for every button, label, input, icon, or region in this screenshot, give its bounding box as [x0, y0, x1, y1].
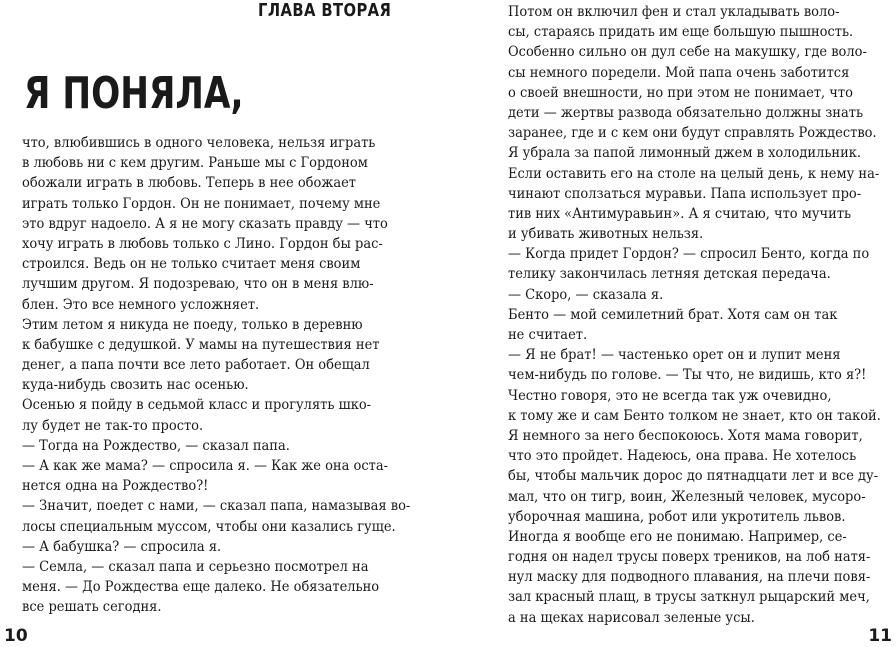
text-line: мал, что он тигр, воин, Железный человек, мусоро-	[508, 488, 866, 505]
text-line: в любовь ни с кем другим. Раньше мы с Гордоном	[22, 155, 368, 172]
text-line: — Тогда на Рождество, — сказал папа.	[22, 437, 290, 454]
text-line: тив них «Антимуравьин». А я считаю, что мучить	[508, 205, 852, 222]
text-line: — Когда придет Гордон? — спросил Бенто, когда по	[508, 246, 870, 263]
page-number-left: 10	[4, 626, 28, 646]
text-line: меня. — До Рождества еще далеко. Не обязательно	[22, 579, 380, 596]
text-line: заранее, где и с кем они будут справлять Рождество.	[508, 125, 877, 142]
text-line: хочу играть в любовь только с Лино. Гордон бы рас-	[22, 235, 383, 252]
text-line: куда-нибудь свозить нас осенью.	[22, 377, 249, 394]
text-line: обожали играть в любовь. Теперь в нее обожает	[22, 175, 357, 192]
text-line: о своей внешности, но при этом не понимает, что	[508, 84, 853, 101]
text-line: годня он надел трусы поверх треников, на лоб натя-	[508, 549, 871, 566]
left-page-body	[22, 133, 410, 618]
text-line: сы немного поредели. Мой папа очень заботится	[508, 64, 850, 81]
text-line: блен. Это все немного усложняет.	[22, 296, 260, 313]
right-page-body	[508, 2, 881, 628]
text-line: нул маску для подводного плавания, на плечи повя-	[508, 569, 871, 586]
text-line: — Значит, поедет с нами, — сказал папа, намазывая во-	[22, 498, 411, 515]
text-line: Я убрала за папой лимонный джем в холодильник.	[508, 145, 862, 162]
chapter-title: Я ПОНЯЛА,	[24, 68, 244, 119]
text-line: денег, а папа почти все лето работает. Он обещал	[22, 357, 370, 374]
text-line: лосы специальным муссом, чтобы они казались гуще.	[22, 518, 396, 535]
chapter-heading: ГЛАВА ВТОРАЯ	[258, 0, 392, 21]
text-line: — Я не брат! — частенько орет он и лупит меня	[508, 347, 841, 364]
text-line: уборочная машина, робот или укротитель львов.	[508, 508, 846, 525]
text-line: телику закончилась летняя детская передача.	[508, 266, 831, 283]
text-line: Если оставить его на столе на целый день, к нему на-	[508, 165, 880, 182]
text-line: Этим летом я никуда не поеду, только в деревню	[22, 316, 363, 333]
text-line: Я немного за него беспокоюсь. Хотя мама говорит,	[508, 427, 863, 444]
text-line: Бенто — мой семилетний брат. Хотя сам он так	[508, 306, 838, 323]
text-line: не считает.	[508, 327, 588, 343]
text-line: чинают сползаться муравьи. Папа использует про-	[508, 185, 862, 202]
text-line: дети — жертвы развода обязательно должны знать	[508, 104, 864, 121]
text-line: что это пройдет. Надеюсь, она права. Не хотелось	[508, 448, 857, 465]
text-line: — А как же мама? — спросила я. — Как же она оста-	[22, 458, 388, 474]
text-line: все решать сегодня.	[22, 599, 162, 616]
text-line: и убивать животных нельзя.	[508, 226, 704, 243]
text-line: — А бабушка? — спросила я.	[22, 538, 222, 555]
text-line: это вдруг надоело. А я не могу сказать правду — что	[22, 215, 388, 232]
text-line: лучшим другом. Я подозреваю, что он в меня влю-	[22, 276, 374, 293]
right-page	[448, 0, 896, 647]
text-line: Честно говоря, это не всегда так уж очевидно,	[508, 387, 832, 404]
text-line: Иногда я вообще его не понимаю. Например, се-	[508, 528, 847, 545]
text-line: Особенно сильно он дул себе на макушку, где воло-	[508, 44, 867, 61]
text-line: сы, стараясь придать им еще большую пышность.	[508, 24, 854, 41]
page-number-right: 11	[868, 626, 892, 646]
text-line: чем-нибудь по голове. — Ты что, не видишь, кто я?!	[508, 367, 867, 384]
text-line: — Скоро, — сказала я.	[508, 286, 664, 303]
text-line: нется одна на Рождество?!	[22, 478, 209, 495]
text-line: к тому же и сам Бенто толком не знает, кто он такой.	[508, 407, 881, 424]
text-line: что, влюбившись в одного человека, нельзя играть	[22, 135, 376, 151]
text-line: лу будет не так-то просто.	[22, 417, 204, 434]
text-line: играть только Гордон. Он не понимает, почему мне	[22, 195, 381, 212]
text-line: к бабушке с дедушкой. У мамы на путешествия нет	[22, 336, 380, 353]
text-line: бы, чтобы мальчик дорос до пятнадцати лет и все ду-	[508, 468, 879, 485]
text-line: строился. Ведь он не только считает меня своим	[22, 256, 361, 273]
text-line: Осенью я пойду в седьмой класс и прогулять шко-	[22, 397, 372, 414]
text-line: зал красный плащ, в трусы заткнул рыцарский меч,	[508, 589, 870, 606]
text-line: Потом он включил фен и стал укладывать воло-	[508, 4, 840, 20]
text-line: — Семла, — сказал папа и серьезно посмотрел на	[22, 558, 369, 575]
text-line: а на щеках нарисовал зеленые усы.	[508, 609, 755, 626]
